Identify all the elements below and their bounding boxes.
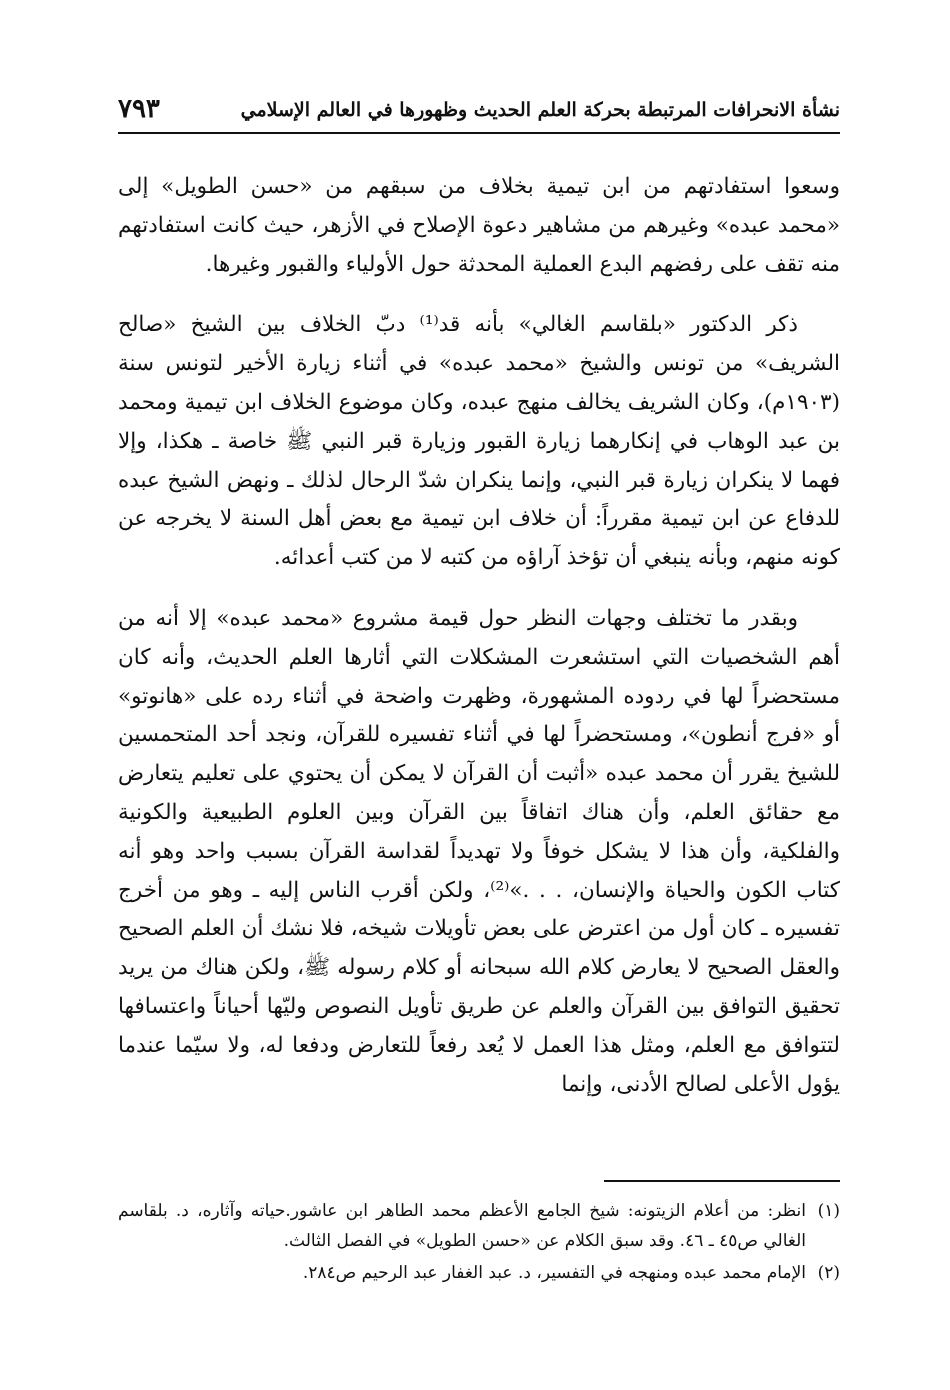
footnote-1-mark: (١) [817, 1201, 840, 1221]
footnote-separator [604, 1180, 840, 1182]
footnote-2 [118, 1258, 840, 1288]
main-text [118, 168, 840, 1126]
page-number: ٧٩٣ [118, 94, 160, 124]
page-header [118, 92, 840, 134]
paragraph-3: وبقدر ما تختلف وجهات النظر حول قيمة مشروع «محمد عبده» إلا أنه من أهم الشخصيات التي استشعرت المشكلات التي أثارها العلم الحديث، وأنه كان مستحضراً لها في ردوده المشهورة، وظهرت واضحة في أثناء رده على «هانوتو» أو «فرج أنطون»، ومستحضراً لها في أثناء تفسيره للقرآن، ونجد أحد المتحمسين للشيخ يقرر أن محمد عبده «أثبت أن القرآن لا يمكن أن يحتوي على تعليم يتعارض مع حقائق العلم، وأن هناك اتفاقاً بين القرآن وبين العلوم الطبيعية والكونية والفلكية، وأن هذا لا يشكل خوفاً ولا تهديداً لقداسة القرآن بسبب واحد وهو أنه كتاب الكون والحياة والإنسان، . . .»⁽²⁾، ولكن أقرب الناس إليه ـ وهو من أخرج تفسيره ـ كان أول من اعترض على بعض تأويلات شيخه، فلا نشك أن العلم الصحيح والعقل الصحيح لا يعارض كلام الله سبحانه أو كلام رسوله ﷺ، ولكن هناك من يريد تحقيق التوافق بين القرآن والعلم عن طريق تأويل النصوص وليّها أحياناً واعتسافها لتتوافق مع العلم، ومثل هذا العمل لا يُعد رفعاً للتعارض ودفعا له، ولا سيّما عندما يؤول الأعلى لصالح الأدنى، وإنما [118, 605, 840, 1097]
paragraph-2: ذكر الدكتور «بلقاسم الغالي» بأنه قد⁽¹⁾ دبّ الخلاف بين الشيخ «صالح الشريف» من تونس والشيخ «محمد عبده» في أثناء زيارة الأخير لتونس سنة (١٩٠٣م)، وكان الشريف يخالف منهج عبده، وكان موضوع الخلاف ابن تيمية ومحمد بن عبد الوهاب في إنكارهما زيارة القبور وزيارة قبر النبي ﷺ خاصة ـ هكذا، وإلا فهما لا ينكران زيارة قبر النبي، وإنما ينكران شدّ الرحال لذلك ـ ونهض الشيخ عبده للدفاع عن ابن تيمية مقرراً: أن خلاف ابن تيمية مع بعض أهل السنة لا يخرجه عن كونه منهم، وبأنه ينبغي أن تؤخذ آراؤه من كتبه لا من كتب أعدائه. [118, 312, 840, 571]
footnote-2-text: الإمام محمد عبده ومنهجه في التفسير، د. عبد الغفار عبد الرحيم ص٢٨٤. [302, 1263, 806, 1283]
running-title: نشأة الانحرافات المرتبطة بحركة العلم الحديث وظهورها في العالم الإسلامي [240, 99, 840, 121]
paragraph-1: وسعوا استفادتهم من ابن تيمية بخلاف من سبقهم من «حسن الطويل» إلى «محمد عبده» وغيرهم من مشاهير دعوة الإصلاح في الأزهر، حيث كانت استفادتهم منه تقف على رفضهم البدع العملية المحدثة حول الأولياء والقبور وغيرها. [118, 174, 840, 277]
footnotes [118, 1196, 840, 1290]
footnote-1 [118, 1196, 840, 1256]
footnote-2-mark: (٢) [817, 1263, 840, 1283]
footnote-1-text: انظر: من أعلام الزيتونه: شيخ الجامع الأعظم محمد الطاهر ابن عاشور.حياته وآثاره، د. بلقاسم الغالي ص٤٥ ـ ٤٦. وقد سبق الكلام عن «حسن الطويل» في الفصل الثالث. [118, 1201, 806, 1251]
